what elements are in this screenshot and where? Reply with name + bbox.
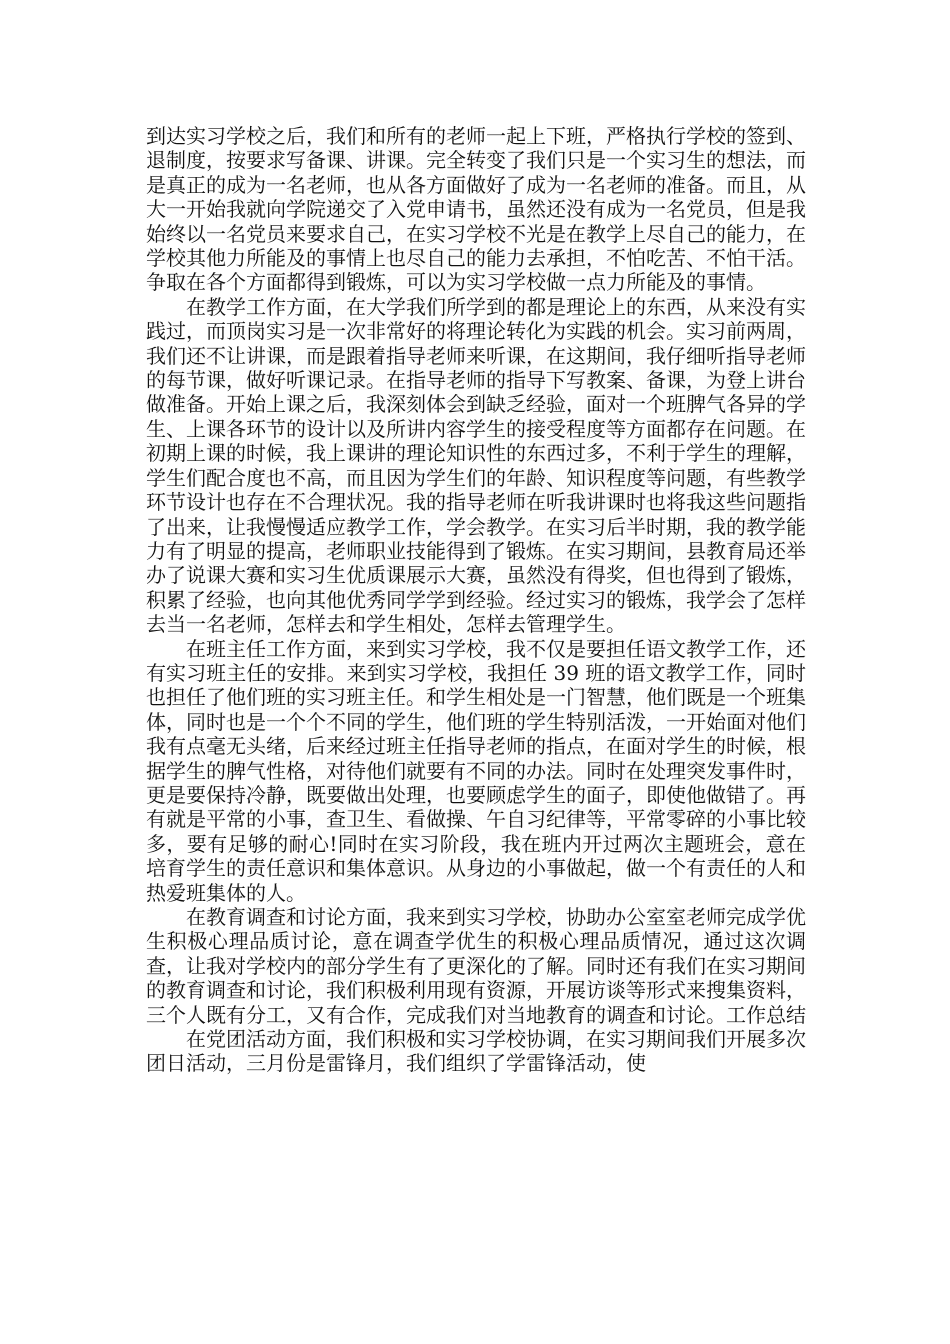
- paragraph-teaching-work: 在教学工作方面，在大学我们所学到的都是理论上的东西，从来没有实践过，而顶岗实习是一次非常好的将理论转化为实践的机会。实习前两周，我们还不让讲课，而是跟着指导老师来听课，在这期间，我仔细听指导老师的每节课，做好听课记录。在指导老师的指导下写教案、备课，为登上讲台做准备。开始上课之后，我深刻体会到缺乏经验，面对一个班脾气各异的学生、上课各环节的设计以及所讲内容学生的接受程度等方面都存在问题。在初期上课的时候，我上课讲的理论知识性的东西过多，不利于学生的理解，学生们配合度也不高，而且因为学生们的年龄、知识程度等问题，有些教学环节设计也存在不合理状况。我的指导老师在听我讲课时也将我这些问题指了出来，让我慢慢适应教学工作，学会教学。在实习后半时期，我的教学能力有了明显的提高，老师职业技能得到了锻炼。在实习期间，县教育局还举办了说课大赛和实习生优质课展示大赛，虽然没有得奖，但也得到了锻炼，积累了经验，也向其他优秀同学学到经验。经过实习的锻炼，我学会了怎样去当一名老师，怎样去和学生相处，怎样去管理学生。: [146, 294, 806, 637]
- paragraph-education-survey: 在教育调查和讨论方面，我来到实习学校，协助办公室室老师完成学优生积极心理品质讨论，意在调查学优生的积极心理品质情况，通过这次调查，让我对学校内的部分学生有了更深化的了解。同时还有我们在实习期间的教育调查和讨论，我们积极利用现有资源，开展访谈等形式来搜集资料，三个人既有分工，又有合作，完成我们对当地教育的调查和讨论。工作总结: [146, 905, 806, 1027]
- document-body: [146, 124, 806, 1076]
- paragraph-party-league-activities: 在党团活动方面，我们积极和实习学校协调，在实习期间我们开展多次团日活动，三月份是雷锋月，我们组织了学雷锋活动，使: [146, 1027, 806, 1076]
- paragraph-head-teacher-work: 在班主任工作方面，来到实习学校，我不仅是要担任语文教学工作，还有实习班主任的安排。来到实习学校，我担任 39 班的语文教学工作，同时也担任了他们班的实习班主任。和学生相处是一门智慧，他们既是一个班集体，同时也是一个个不同的学生，他们班的学生特别活泼，一开始面对他们我有点毫无头绪，后来经过班主任指导老师的指点，在面对学生的时候，根据学生的脾气性格，对待他们就要有不同的办法。同时在处理突发事件时，更是要保持冷静，既要做出处理，也要顾虑学生的面子，即使他做错了。再有就是平常的小事，查卫生、看做操、午自习纪律等，平常零碎的小事比较多，要有足够的耐心!同时在实习阶段，我在班内开过两次主题班会，意在培育学生的责任意识和集体意识。从身边的小事做起，做一个有责任的人和热爱班集体的人。: [146, 636, 806, 905]
- paragraph-arrival: 到达实习学校之后，我们和所有的老师一起上下班，严格执行学校的签到、退制度，按要求写备课、讲课。完全转变了我们只是一个实习生的想法，而是真正的成为一名老师，也从各方面做好了成为一名老师的准备。而且，从大一开始我就向学院递交了入党申请书，虽然还没有成为一名党员，但是我始终以一名党员来要求自己，在实习学校不光是在教学上尽自己的能力，在学校其他力所能及的事情上也尽自己的能力去承担，不怕吃苦、不怕干活。争取在各个方面都得到锻炼，可以为实习学校做一点力所能及的事情。: [146, 124, 806, 295]
